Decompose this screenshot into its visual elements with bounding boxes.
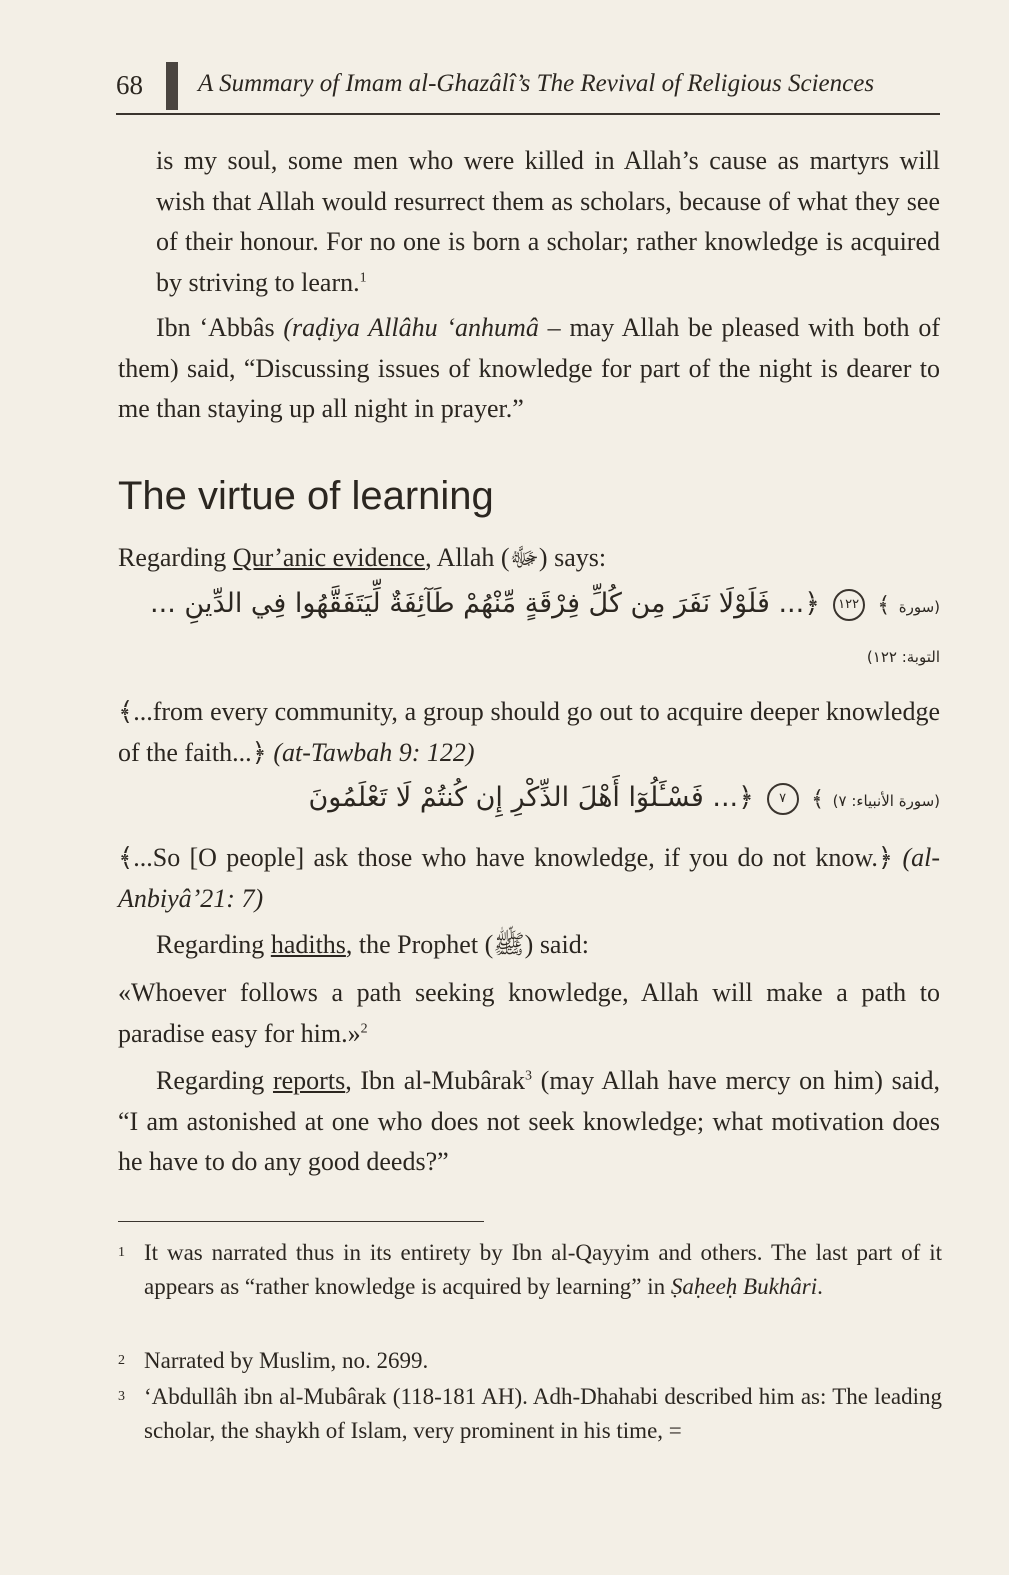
hadith-intro: Regarding hadiths, the Prophet (ﷺ) said: <box>156 930 589 959</box>
paragraph-ibn-abbas: Ibn ‘Abbâs (raḍiya Allâhu ‘anhumâ – may Allah be pleased with both of them) said, “Discussing issues of knowledge for part of the night is dearer to me than staying up all night in prayer.” <box>118 313 940 423</box>
header-rule <box>116 113 940 115</box>
translation-1: ﴾...from every community, a group should go out to acquire deeper knowledge of the faith...﴿ (at-Tawbah 9: 122) <box>118 697 940 767</box>
reports-paragraph: Regarding reports, Ibn al-Mubârak$^3$ (may Allah have mercy on him) said, “I am astonished at one who does not seek knowledge; what motivation does he have to do any good deeds?” <box>118 1066 941 1176</box>
arabic-verse-1: (سورة ﴾ ١٢٢ ﴿... فَلَوْلَا نَفَرَ مِن كُلِّ فِرْقَةٍ مِّنْهُمْ طَآئِفَةٌ لِّيَتَفَقَّهُوا فِي الدِّينِ ... <box>150 588 940 619</box>
section-heading: The virtue of learning <box>118 474 494 518</box>
footnote-ref-2[interactable]: 2 <box>360 1020 368 1036</box>
honorific-symbol: ﷻ <box>509 543 539 572</box>
translation-2: ﴾...So [O people] ask those who have knowledge, if you do not know.﴿ (al-Anbiyâ’21: 7) <box>118 843 941 913</box>
footnote-3: 3 ‘Abdullâh ibn al-Mubârak (118-181 AH). Adh-Dhahabi described him as: The leading scholar, the shaykh of Islam, very prominent in his time, = <box>118 1384 942 1443</box>
footnote-2: 2 Narrated by Muslim, no. 2699. <box>118 1348 429 1373</box>
footnote-ref-3[interactable]: 3 <box>524 1068 532 1084</box>
hadith-quote: «Whoever follows a path seeking knowledge, Allah will make a path to paradise easy for him.»$^2$ <box>118 978 940 1048</box>
ayah-number-marker: ٧ <box>767 783 799 815</box>
hadiths-link[interactable]: hadiths <box>270 930 346 959</box>
arabic-verse-2: (سورة الأنبياء: ٧) ﴾ ٧ ﴿... فَسْـَٔلُوٓا أَهْلَ الذِّكْرِ إِن كُنتُمْ لَا تَعْلَمُونَ <box>308 782 940 813</box>
page-header <box>116 62 940 114</box>
ayah-number-marker: ١٢٢ <box>833 589 865 621</box>
footnote-separator <box>118 1221 484 1222</box>
footnote-ref-1[interactable]: 1 <box>359 269 367 285</box>
quranic-evidence-link[interactable]: Qur’anic evidence <box>232 543 426 572</box>
page-number: 68 <box>116 70 143 100</box>
quran-intro: Regarding Qur’anic evidence, Allah (ﷻ) says: <box>118 543 607 572</box>
header-bar-ornament <box>166 62 178 110</box>
arabic-verse-1-reference: التوبة: ١٢٢) <box>866 648 940 666</box>
footnote-1: 1 It was narrated thus in its entirety by Ibn al-Qayyim and others. The last part of it appears as “rather knowledge is acquired by learning” in Ṣaḥeeḥ Bukhâri. <box>118 1240 942 1299</box>
paragraph-continuation: is my soul, some men who were killed in Allah’s cause as martyrs will wish that Allah would resurrect them as scholars, because of what they see of their honour. For no one is born a scholar; rather knowledge is acquired by striving to learn.$^1$ <box>156 146 940 297</box>
running-title: A Summary of Imam al-Ghazâlî’s The Revival of Religious Sciences <box>198 70 875 97</box>
reports-link[interactable]: reports <box>272 1066 346 1095</box>
honorific-symbol: ﷺ <box>493 930 525 959</box>
